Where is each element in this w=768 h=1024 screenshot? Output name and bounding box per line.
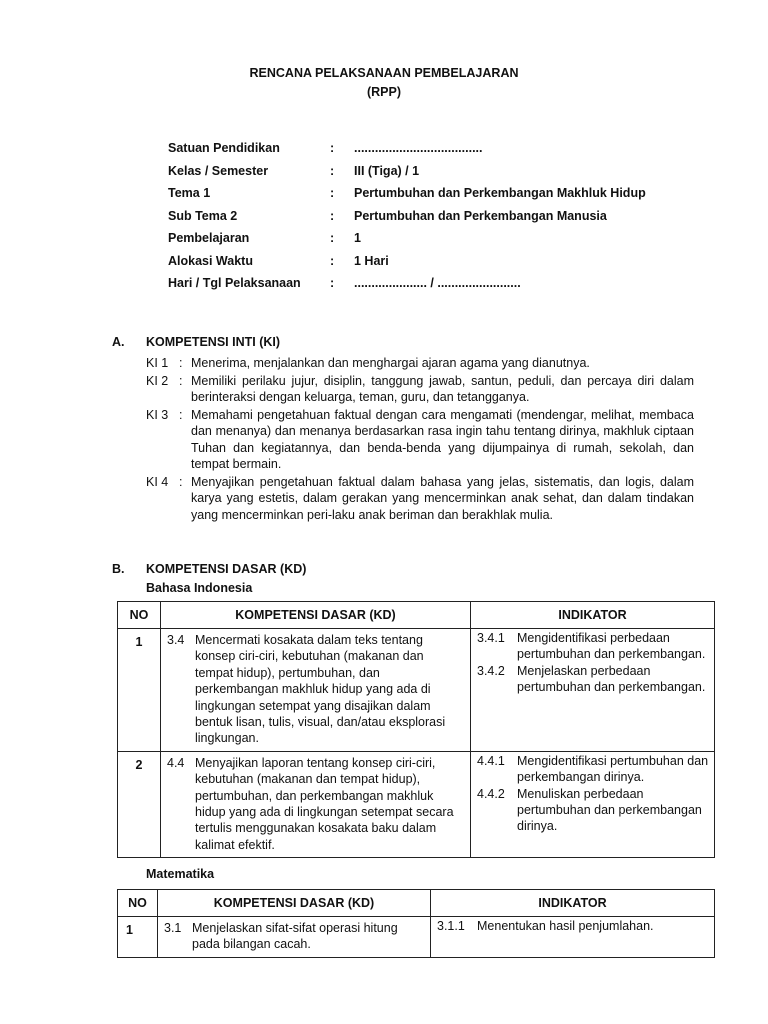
- indicator-code: 3.4.2: [477, 663, 505, 678]
- indicator-cell: [471, 629, 715, 752]
- section-title: KOMPETENSI INTI (KI): [146, 335, 281, 349]
- kd-cell: [158, 917, 431, 958]
- indicator-cell: [471, 751, 715, 857]
- ki-text: Menerima, menjalankan dan menghargai ajaran agama yang dianutnya.: [191, 356, 590, 370]
- table-row: [118, 917, 715, 958]
- column-header-kd: KOMPETENSI DASAR (KD): [161, 602, 471, 629]
- column-header-no: NO: [118, 602, 161, 629]
- section-letter: B.: [112, 562, 125, 576]
- indicator-code: 3.4.1: [477, 631, 505, 645]
- indicator-code: 4.4.2: [477, 786, 505, 801]
- identity-value: III (Tiga) / 1: [354, 163, 420, 178]
- indicator-code: 4.4.1: [477, 753, 505, 768]
- row-number: 1: [118, 629, 161, 752]
- identity-colon: :: [330, 231, 335, 245]
- identity-label: Hari / Tgl Pelaksanaan: [168, 276, 301, 290]
- ki-list: [146, 355, 694, 524]
- ki-item: [146, 373, 694, 406]
- indicator-text: Mengidentifikasi pertumbuhan dan perkembangan dirinya.: [517, 753, 709, 785]
- ki-colon: :: [179, 474, 183, 489]
- identity-row: [168, 209, 646, 232]
- section-title: KOMPETENSI DASAR (KD): [146, 562, 307, 576]
- ki-colon: :: [179, 407, 183, 422]
- ki-colon: :: [179, 373, 183, 388]
- table-row: [118, 629, 715, 752]
- table-header-row: [118, 602, 715, 629]
- kd-text: Mencermati kosakata dalam teks tentang konsep ciri-ciri, kebutuhan (makanan dan tempat hidup), pertumbuhan, dan perkembangan makhluk hidup yang ada di lingkungan setempat yang disajikan dalam bentuk lisan, tulis, visual, dan/atau eksplorasi lingkungan.: [195, 633, 446, 746]
- row-number: 1: [118, 917, 158, 958]
- identity-row: [168, 254, 646, 277]
- identity-value: 1: [354, 231, 361, 245]
- identity-colon: :: [330, 276, 335, 290]
- column-header-kd: KOMPETENSI DASAR (KD): [158, 890, 431, 917]
- indicator-text: Menentukan hasil penjumlahan.: [477, 919, 654, 933]
- identity-row: [168, 276, 646, 299]
- identity-row: [168, 231, 646, 254]
- ki-item: [146, 474, 694, 524]
- kd-code: 3.1: [164, 921, 182, 935]
- ki-code: KI 4: [146, 474, 169, 489]
- kd-text: Menyajikan laporan tentang konsep ciri-ciri, kebutuhan (makanan dan tempat hidup), pertumbuhan, dan perkembangan makhluk hidup yang ada di lingkungan setempat secara tertulis menggunakan kosakata baku dalam kalimat efektif.: [195, 755, 454, 852]
- subject-heading-bahasa: Bahasa Indonesia: [146, 581, 253, 595]
- column-header-indikator: INDIKATOR: [471, 602, 715, 629]
- ki-colon: :: [179, 356, 183, 370]
- identity-colon: :: [330, 253, 335, 268]
- ki-item: [146, 355, 694, 372]
- kd-table-bahasa: [117, 601, 715, 858]
- identity-value: Pertumbuhan dan Perkembangan Manusia: [354, 208, 607, 223]
- document-title: RENCANA PELAKSANAAN PEMBELAJARAN: [249, 66, 519, 80]
- kd-table-matematika: [117, 889, 715, 958]
- identity-label: Pembelajaran: [168, 231, 250, 245]
- subject-heading-matematika: Matematika: [146, 867, 215, 881]
- indicator-cell: [431, 917, 715, 958]
- indicator-code: 3.1.1: [437, 919, 465, 933]
- identity-colon: :: [330, 163, 335, 178]
- identity-value: Pertumbuhan dan Perkembangan Makhluk Hidup: [354, 186, 646, 200]
- kd-cell: [161, 751, 471, 857]
- identity-row: [168, 141, 646, 164]
- identity-label: Sub Tema 2: [168, 208, 238, 223]
- section-b-heading: [112, 562, 306, 576]
- indicator-text: Mengidentifikasi perbedaan pertumbuhan dan perkembangan.: [517, 631, 706, 662]
- identity-colon: :: [330, 141, 335, 155]
- ki-code: KI 3: [146, 407, 169, 422]
- ki-text: Menyajikan pengetahuan faktual dalam bahasa yang jelas, sistematis, dan logis, dalam karya yang estetis, dalam gerakan yang mencerminkan anak sehat, dan dalam tindakan yang mencerminkan peri-laku anak beriman dan berakhlak mulia.: [191, 474, 694, 522]
- identity-value: 1 Hari: [354, 253, 389, 268]
- identity-value: ..................... / ........................: [354, 276, 521, 290]
- row-number: 2: [118, 751, 161, 857]
- identity-label: Kelas / Semester: [168, 163, 269, 178]
- identity-value: .....................................: [354, 141, 483, 155]
- ki-code: KI 1: [146, 356, 169, 370]
- column-header-indikator: INDIKATOR: [431, 890, 715, 917]
- section-a-heading: [112, 335, 280, 349]
- identity-label: Alokasi Waktu: [168, 253, 253, 268]
- ki-text: Memahami pengetahuan faktual dengan cara mengamati (mendengar, melihat, membaca dan menanya) dan menanya berdasarkan rasa ingin tahu tentang dirinya, makhluk ciptaan Tuhan dan kegiatannya, dan benda-benda yang dijumpainya di rumah, sekolah, dan tempat bermain.: [191, 407, 694, 471]
- kd-code: 3.4: [167, 633, 185, 647]
- document-subtitle: (RPP): [366, 85, 402, 99]
- identity-label: Satuan Pendidikan: [168, 141, 280, 155]
- identity-label: Tema 1: [168, 186, 211, 200]
- identity-row: [168, 164, 646, 187]
- section-letter: A.: [112, 335, 125, 349]
- identity-block: [168, 141, 646, 299]
- kd-cell: [161, 629, 471, 752]
- identity-colon: :: [330, 208, 335, 223]
- indicator-text: Menjelaskan perbedaan pertumbuhan dan perkembangan.: [517, 663, 706, 695]
- ki-text: Memiliki perilaku jujur, disiplin, tanggung jawab, santun, peduli, dan percaya diri dalam berinteraksi dengan keluarga, teman, guru, dan tetangganya.: [191, 373, 694, 404]
- ki-code: KI 2: [146, 373, 169, 388]
- kd-text: Menjelaskan sifat-sifat operasi hitung pada bilangan cacah.: [192, 921, 398, 952]
- identity-row: [168, 186, 646, 209]
- table-row: [118, 751, 715, 857]
- indicator-text: Menuliskan perbedaan pertumbuhan dan perkembangan dirinya.: [517, 786, 702, 834]
- kd-code: 4.4: [167, 755, 185, 770]
- table-header-row: [118, 890, 715, 917]
- ki-item: [146, 407, 694, 473]
- column-header-no: NO: [118, 890, 158, 917]
- identity-colon: :: [330, 186, 335, 200]
